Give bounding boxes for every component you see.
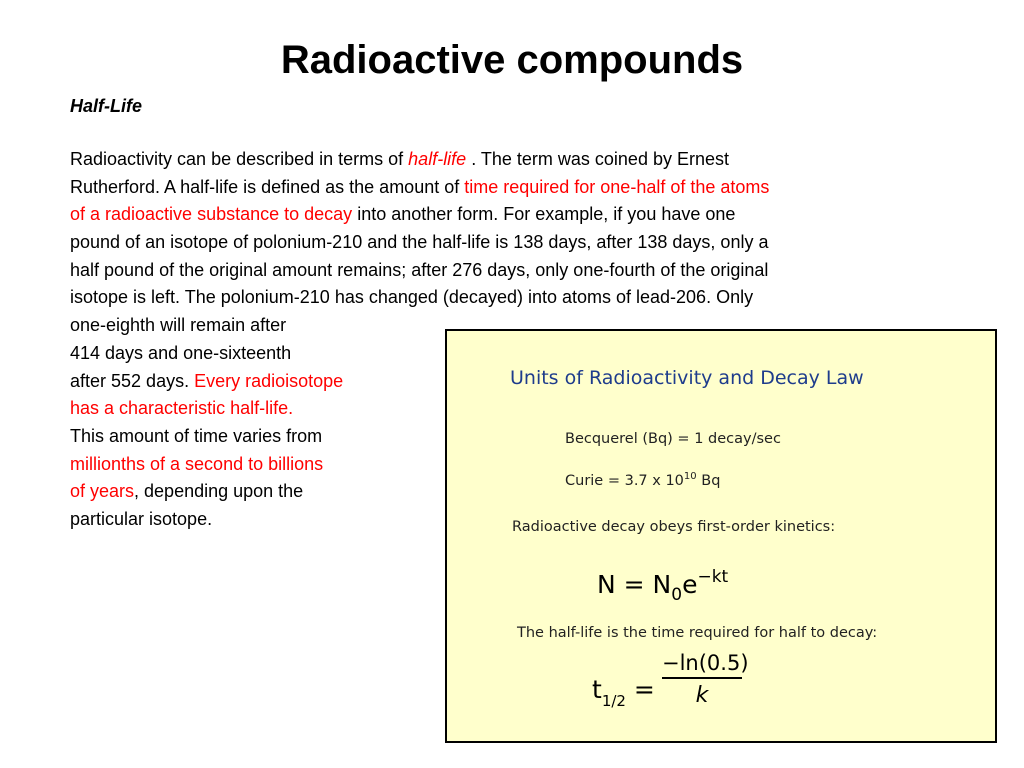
text-run: Bq [696, 472, 721, 489]
text-run: N = N [597, 570, 672, 599]
text-run: Rutherford. A half-life is defined as the amount of [70, 176, 465, 197]
becquerel-definition: Becquerel (Bq) = 1 decay/sec [565, 431, 781, 447]
section-heading: Half-Life [70, 96, 142, 116]
body-line [70, 146, 970, 174]
body-line: one-eighth will remain after [70, 315, 287, 336]
text-run: into another form. For example, if you have one [352, 204, 736, 225]
text-run: Curie = 3.7 x 10 [565, 472, 684, 489]
text-run: e [682, 570, 698, 599]
body-line: half pound of the original amount remains; after 276 days, only one-fourth of the original [70, 259, 769, 280]
body-line: millionths of a second to billions [70, 453, 324, 474]
text-run: t [592, 675, 602, 704]
body-line: particular isotope. [70, 508, 213, 529]
body-line [70, 201, 970, 229]
body-line: isotope is left. The polonium-210 has changed (decayed) into atoms of lead-206. Only [70, 287, 754, 308]
highlight-definition: of a radioactive substance to decay [70, 204, 353, 225]
text-run: = [625, 675, 655, 704]
decay-law-image [445, 329, 997, 743]
fraction-denominator: k [695, 683, 709, 708]
highlight-radioisotope: Every radioisotope [194, 370, 344, 391]
text-run: , depending upon the [134, 481, 304, 502]
highlight-definition: time required for one-half of the atoms [464, 176, 770, 197]
image-title: Units of Radioactivity and Decay Law [510, 367, 864, 389]
highlight-years: of years [70, 481, 135, 502]
highlight-half-life: half-life [408, 149, 467, 169]
body-line: 414 days and one-sixteenth [70, 342, 292, 363]
slide-title: Radioactive compounds [280, 38, 744, 82]
subscript: 0 [671, 585, 683, 605]
body-line: has a characteristic half-life. [70, 398, 294, 419]
decay-equation [597, 567, 728, 605]
half-life-lhs [592, 675, 655, 710]
fraction-numerator: −ln(0.5) [662, 651, 742, 679]
text-run: Radioactivity can be described in terms of [70, 149, 409, 169]
text-run: after 552 days. [70, 370, 195, 391]
exponent: 10 [683, 471, 697, 482]
exponent: −kt [697, 567, 729, 587]
curie-definition [565, 471, 720, 489]
body-line: pound of an isotope of polonium-210 and the half-life is 138 days, after 138 days, only a [70, 232, 769, 253]
subscript: 1/2 [601, 692, 626, 710]
text-run: . The term was coined by Ernest [466, 149, 729, 169]
kinetics-statement: Radioactive decay obeys first-order kinetics: [512, 519, 836, 535]
body-line [70, 174, 970, 202]
half-life-statement: The half-life is the time required for half to decay: [517, 625, 878, 641]
half-life-fraction [662, 651, 749, 708]
body-line: This amount of time varies from [70, 425, 323, 446]
